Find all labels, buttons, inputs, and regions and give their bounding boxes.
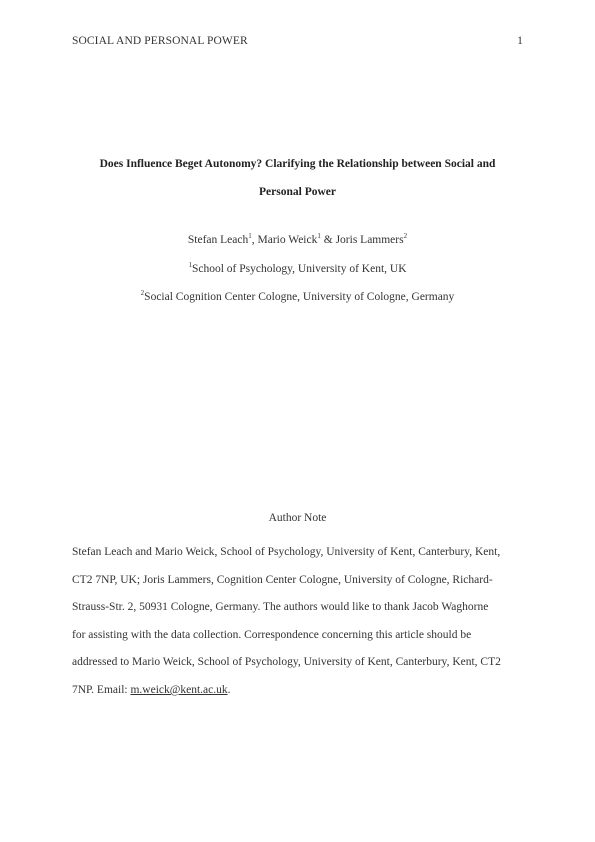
author-affiliation-marker: 1 bbox=[317, 232, 321, 241]
author-note-body bbox=[72, 539, 527, 705]
author-affiliation-marker: 2 bbox=[403, 232, 408, 241]
author-list bbox=[72, 234, 523, 246]
affiliation-text: Social Cognition Center Cologne, University of Cologne, Germany bbox=[144, 291, 455, 303]
author-note-heading: Author Note bbox=[268, 512, 327, 524]
paper-title bbox=[72, 150, 523, 206]
affiliation-1 bbox=[72, 263, 523, 275]
affiliation-number: 1 bbox=[188, 261, 192, 270]
affiliation-2 bbox=[72, 291, 523, 303]
page-number: 1 bbox=[517, 35, 523, 47]
running-head-title: SOCIAL AND PERSONAL POWER bbox=[72, 35, 248, 47]
affiliation-number: 2 bbox=[140, 289, 145, 298]
email-suffix: . bbox=[227, 683, 231, 696]
author-name: Mario Weick bbox=[257, 234, 318, 246]
paper-title-line-2: Personal Power bbox=[259, 186, 336, 198]
author-note-line: Stefan Leach and Mario Weick, School of Psychology, University of Kent, Canterbury, Kent, bbox=[72, 546, 501, 558]
paper-title-line-1: Does Influence Beget Autonomy? Clarifying the Relationship between Social and bbox=[99, 158, 496, 170]
author-separator: & bbox=[320, 234, 336, 246]
author-separator: , bbox=[251, 234, 258, 246]
affiliation-text: School of Psychology, University of Kent, UK bbox=[191, 263, 407, 275]
author-name: Joris Lammers bbox=[335, 234, 404, 246]
author-note-line: CT2 7NP, UK; Joris Lammers, Cognition Center Cologne, University of Cologne, Richard- bbox=[72, 573, 493, 586]
email-prefix: 7NP. Email: bbox=[72, 683, 131, 696]
author-name: Stefan Leach bbox=[187, 234, 249, 246]
email-link[interactable]: m.weick@kent.ac.uk bbox=[130, 683, 228, 696]
author-note-last-line bbox=[72, 677, 527, 705]
author-note-line: for assisting with the data collection. Correspondence concerning this article should be bbox=[72, 628, 472, 641]
author-affiliation-marker: 1 bbox=[248, 232, 252, 241]
author-note-line: addressed to Mario Weick, School of Psychology, University of Kent, Canterbury, Kent, CT2 bbox=[72, 656, 501, 669]
author-note-line: Strauss-Str. 2, 50931 Cologne, Germany. The authors would like to thank Jacob Waghorne bbox=[72, 601, 489, 614]
running-head bbox=[72, 35, 523, 51]
